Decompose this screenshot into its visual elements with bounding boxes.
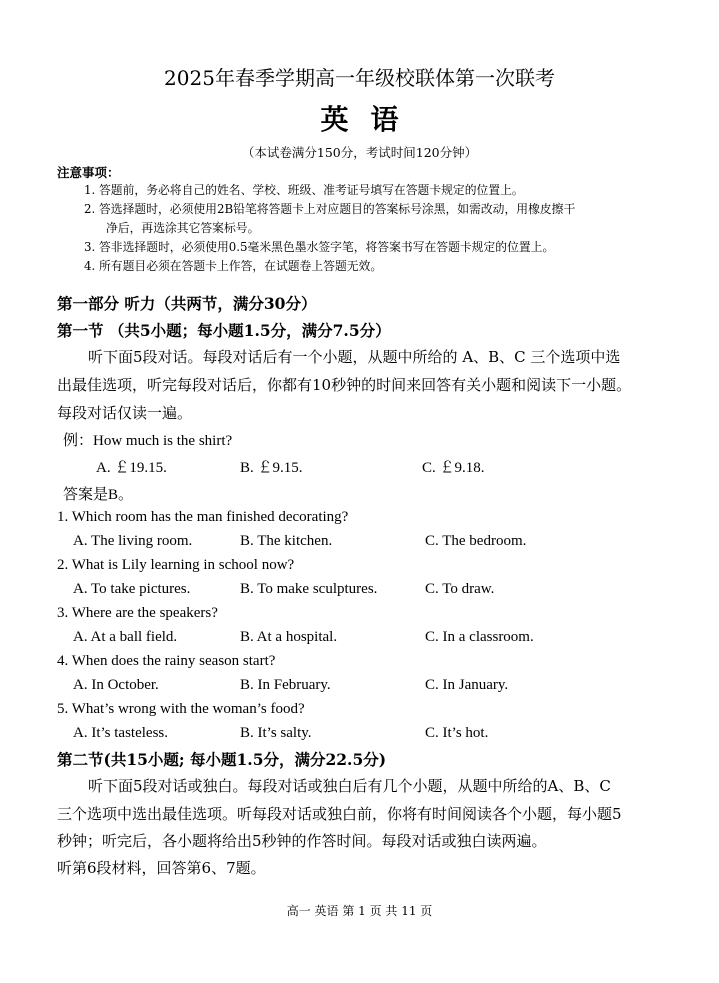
section1-heading: 第一节 （共5小题；每小题1.5分，满分7.5分） — [57, 321, 391, 340]
question-option: A. To take pictures. — [73, 581, 191, 597]
question-option: C. In a classroom. — [425, 629, 534, 645]
example-option: C. ￡9.18. — [422, 460, 485, 476]
exam-title: 2025年春季学期高一年级校联体第一次联考 — [164, 66, 555, 90]
note-item: 4. 所有题目必须在答题卡上作答，在试题卷上答题无效。 — [84, 259, 383, 273]
question-stem: 1. Which room has the man finished decorating? — [57, 509, 349, 525]
subject-title: 英语 — [320, 103, 421, 136]
question-stem: 5. What’s wrong with the woman’s food? — [57, 701, 305, 717]
question-stem: 3. Where are the speakers? — [57, 605, 218, 621]
question-option: A. It’s tasteless. — [73, 725, 168, 741]
question-option: A. The living room. — [73, 533, 193, 549]
note-item: 净后，再选涂其它答案标号。 — [106, 221, 260, 235]
question-option: B. The kitchen. — [240, 533, 333, 549]
section1-instruction: 出最佳选项，听完每段对话后，你都有10秒钟的时间来回答有关小题和阅读下一小题。 — [57, 376, 632, 394]
section2-instruction: 秒钟；听完后，各小题将给出5秒钟的作答时间。每段对话或独白读两遍。 — [57, 832, 547, 850]
example-answer: 答案是B。 — [63, 487, 134, 503]
notes-heading: 注意事项： — [57, 165, 120, 180]
question-option: C. The bedroom. — [425, 533, 527, 549]
question-option: A. In October. — [73, 677, 159, 693]
question-option: B. To make sculptures. — [240, 581, 378, 597]
question-option: C. To draw. — [425, 581, 495, 597]
material-prompt: 听第6段材料，回答第6、7题。 — [57, 859, 266, 877]
question-option: B. It’s salty. — [240, 725, 312, 741]
question-option: C. It’s hot. — [425, 725, 489, 741]
section1-instruction: 听下面5段对话。每段对话后有一个小题，从题中所给的 A、B、C 三个选项中选 — [88, 348, 621, 366]
note-item: 2. 答选择题时，必须使用2B铅笔将答题卡上对应题目的答案标号涂黑，如需改动，用橡皮擦干 — [84, 202, 576, 216]
note-item: 1. 答题前，务必将自己的姓名、学校、班级、准考证号填写在答题卡规定的位置上。 — [84, 183, 524, 197]
example-question: 例：How much is the shirt? — [63, 433, 233, 449]
section2-instruction: 三个选项中选出最佳选项。听每段对话或独白前，你将有时间阅读各个小题，每小题5 — [57, 805, 622, 823]
section1-instruction: 每段对话仅读一遍。 — [57, 404, 193, 422]
question-option: B. At a hospital. — [240, 629, 338, 645]
example-option: A. ￡19.15. — [96, 460, 167, 476]
question-option: A. At a ball field. — [73, 629, 178, 645]
note-item: 3. 答非选择题时，必须使用0.5毫米黑色墨水签字笔，将答案书写在答题卡规定的位置上。 — [84, 240, 555, 254]
page-footer: 高一 英语 第 1 页 共 11 页 — [286, 904, 433, 918]
section2-heading: 第二节(共15小题; 每小题1.5分，满分22.5分) — [57, 750, 387, 769]
part1-heading: 第一部分 听力（共两节，满分30分） — [57, 294, 317, 313]
exam-info: （本试卷满分150分，考试时间120分钟） — [241, 145, 478, 160]
example-option: B. ￡9.15. — [240, 460, 303, 476]
question-option: C. In January. — [425, 677, 509, 693]
section2-instruction: 听下面5段对话或独白。每段对话或独白后有几个小题，从题中所给的A、B、C — [88, 777, 611, 795]
question-stem: 4. When does the rainy season start? — [57, 653, 276, 669]
question-option: B. In February. — [240, 677, 331, 693]
question-stem: 2. What is Lily learning in school now? — [57, 557, 295, 573]
